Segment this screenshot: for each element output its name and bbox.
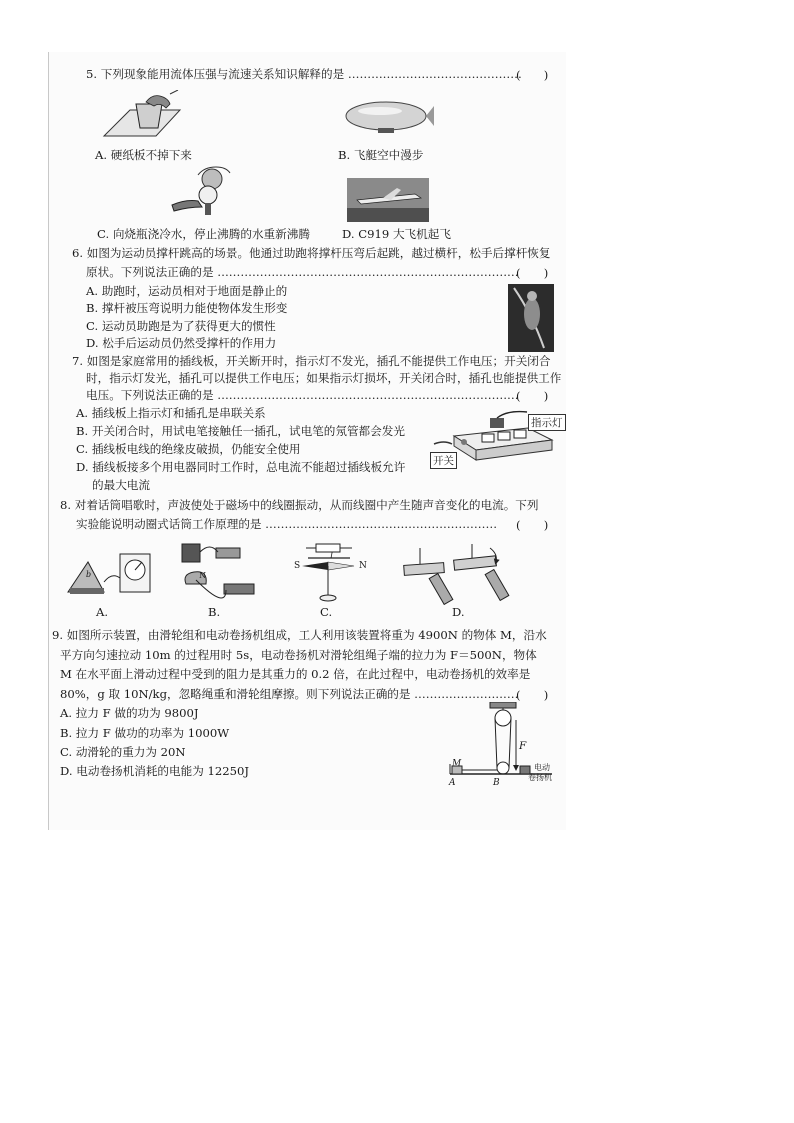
q9-fig-f-label: F bbox=[519, 740, 527, 752]
q7-option-d: D. 插线板接多个用电器同时工作时，总电流不能超过插线板允许 bbox=[76, 460, 406, 474]
q7-option-a: A. 插线板上指示灯和插孔是串联关系 bbox=[76, 406, 266, 420]
q8-label-d: D. bbox=[452, 605, 465, 619]
q7-stem-line2: 时，指示灯发光，插孔可以提供工作电压；如果指示灯损坏，开关闭合时，插孔也能提供工作 bbox=[86, 371, 562, 385]
q7-option-d-cont: 的最大电流 bbox=[92, 478, 150, 492]
q5-stem: 5. 下列现象能用流体压强与流速关系知识解释的是 ……………………………………… bbox=[86, 67, 522, 81]
q6-answer-paren: ( ) bbox=[516, 266, 549, 280]
q8-label-a: A. bbox=[96, 605, 109, 619]
q5-option-a: A. 硬纸板不掉下来 bbox=[95, 148, 192, 162]
q7-fig-indicator-label: 指示灯 bbox=[528, 414, 566, 431]
q9-fig-m-label: M bbox=[452, 759, 462, 769]
q8-label-b: B. bbox=[208, 605, 221, 619]
q8-label-c: C. bbox=[320, 605, 333, 619]
q9-fig-winch-label-2: 卷扬机 bbox=[528, 773, 552, 782]
q5-fig-d-c919 bbox=[347, 178, 429, 222]
q9-option-b: B. 拉力 F 做功的功率为 1000W bbox=[60, 726, 230, 740]
q8-fig-c-i-label: I bbox=[330, 551, 334, 560]
q5-option-d: D. C919 大飞机起飞 bbox=[342, 227, 451, 241]
q5-answer-paren: ( ) bbox=[516, 68, 549, 82]
q6-stem-line2: 原状。下列说法正确的是 …………………………………………………………………… bbox=[86, 265, 519, 279]
q7-answer-paren: ( ) bbox=[516, 389, 549, 403]
q7-stem-line3: 电压。下列说法正确的是 …………………………………………………………………… bbox=[86, 388, 519, 402]
q5-option-c: C. 向烧瓶浇冷水，停止沸腾的水重新沸腾 bbox=[97, 227, 310, 241]
q8-fig-a-b-label: b bbox=[86, 570, 92, 579]
q5-fig-a-cardboard-cup bbox=[100, 90, 184, 142]
q8-stem-line1: 8. 对着话筒唱歌时，声波使处于磁场中的线圈振动，从而线圈中产生随声音变化的电流。下列 bbox=[60, 498, 539, 512]
q6-option-c: C. 运动员助跑是为了获得更大的惯性 bbox=[86, 319, 276, 333]
q8-fig-c-s-label: S bbox=[294, 561, 301, 571]
q6-option-d: D. 松手后运动员仍然受撑杆的作用力 bbox=[86, 336, 277, 350]
q9-option-c: C. 动滑轮的重力为 20N bbox=[60, 745, 186, 759]
q8-fig-b bbox=[176, 540, 262, 606]
q7-fig-switch-label: 开关 bbox=[430, 452, 457, 469]
q6-fig-pole-vault-photo bbox=[508, 284, 554, 352]
q9-option-d: D. 电动卷扬机消耗的电能为 12250J bbox=[60, 764, 249, 778]
q9-stem-line3: M 在水平面上滑动过程中受到的阻力是其重力的 0.2 倍，在此过程中，电动卷扬机的效率是 bbox=[60, 667, 531, 681]
q9-stem-line1: 9. 如图所示装置，由滑轮组和电动卷扬机组成，工人利用该装置将重为 4900N 的物体 M，沿水 bbox=[52, 628, 547, 642]
q6-option-b: B. 撑杆被压弯说明力能使物体发生形变 bbox=[86, 301, 288, 315]
q5-option-b: B. 飞艇空中漫步 bbox=[338, 148, 424, 162]
q9-answer-paren: ( ) bbox=[516, 688, 549, 702]
q6-option-a: A. 助跑时，运动员相对于地面是静止的 bbox=[86, 284, 288, 298]
q5-fig-c-flask bbox=[168, 165, 238, 221]
q9-fig-winch-label-1: 电动 bbox=[534, 763, 550, 772]
page-edge bbox=[48, 52, 49, 830]
q8-stem-line2: 实验能说明动圈式话筒工作原理的是 …………………………………………………… bbox=[76, 517, 498, 531]
q9-fig-a-label: A bbox=[449, 778, 456, 788]
q7-option-b: B. 开关闭合时，用试电笔接触任一插孔，试电笔的氖管都会发光 bbox=[76, 424, 405, 438]
q8-fig-c-n-label: N bbox=[359, 561, 367, 571]
q7-option-c: C. 插线板电线的绝缘皮破损，仍能安全使用 bbox=[76, 442, 301, 456]
q9-fig-b-label: B bbox=[493, 778, 500, 788]
q9-option-a: A. 拉力 F 做的功为 9800J bbox=[60, 706, 199, 720]
q5-fig-b-airship bbox=[342, 94, 434, 140]
q9-stem-line2: 平方向匀速拉动 10m 的过程用时 5s，电动卷扬机对滑轮组绳子端的拉力为 F＝500N，物体 bbox=[60, 648, 537, 662]
q6-stem-line1: 6. 如图为运动员撑杆跳高的场景。他通过助跑将撑杆压弯后起跳，越过横杆，松手后撑杆恢复 bbox=[72, 246, 551, 260]
q8-answer-paren: ( ) bbox=[516, 518, 549, 532]
q9-stem-line4: 80%，g 取 10N/kg，忽略绳重和滑轮组摩擦。则下列说法正确的是 ……………………… bbox=[60, 687, 519, 701]
q7-stem-line1: 7. 如图是家庭常用的插线板，开关断开时，指示灯不发光，插孔不能提供工作电压；开关闭合 bbox=[72, 354, 551, 368]
q8-fig-a bbox=[64, 542, 160, 604]
q8-fig-b-n-label: N bbox=[199, 571, 206, 580]
q8-fig-d bbox=[400, 540, 518, 606]
